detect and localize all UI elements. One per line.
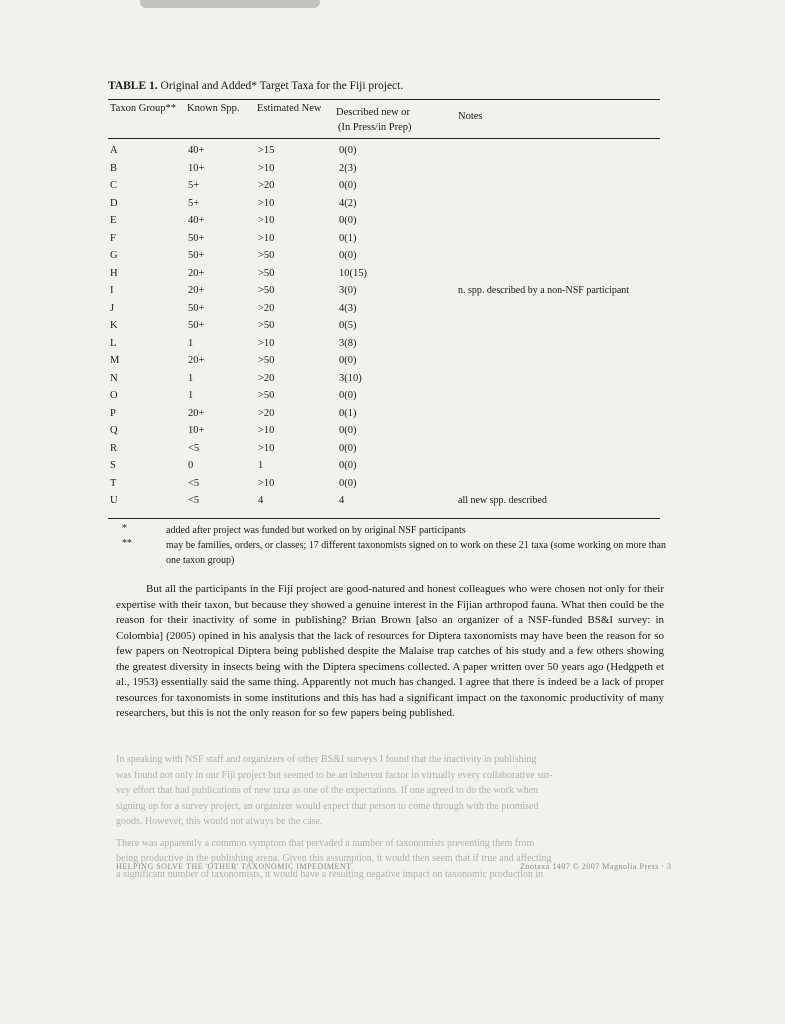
table-row [108,495,660,512]
table-row [108,145,660,162]
table-row [108,320,660,337]
table-top-rule [108,99,660,100]
estimated-new-cell: >10 [258,425,275,436]
estimated-new-cell: >15 [258,145,275,156]
footer-running-title: HELPING SOLVE THE 'OTHER' TAXONOMIC IMPEDIMENT [116,862,352,871]
known-spp-cell: 50+ [188,250,205,261]
taxon-group-cell: R [110,442,118,454]
estimated-new-cell: >50 [258,267,275,279]
taxon-group-cell: F [110,232,116,244]
described-cell: 0(0) [339,477,357,489]
header-taxon-group: Taxon Group** [110,103,177,114]
table-row [108,285,660,302]
table-label: TABLE 1. [108,80,158,92]
table-row [108,163,660,180]
known-spp-cell: <5 [188,477,200,489]
estimated-new-cell: >10 [258,232,275,244]
faded-line: vey effort that had publications of new taxa as one of the expectations. If one agreed to do the work when [116,785,539,796]
estimated-new-cell: >50 [258,355,275,366]
estimated-new-cell: >20 [258,180,275,191]
table-caption [108,80,403,92]
described-cell: 3(0) [339,285,357,296]
table-row [108,460,660,477]
described-cell: 10(15) [339,267,367,279]
taxon-group-cell: B [110,162,118,174]
taxon-group-cell: H [110,267,118,279]
described-cell: 0(0) [339,460,357,471]
faded-line: being productive in the publishing arena. Given this assumption, it would then seem that if true and affecting [116,853,552,864]
known-spp-cell: <5 [188,495,200,506]
described-cell: 0(0) [339,180,357,191]
described-cell: 4 [339,495,345,506]
described-cell: 0(0) [339,390,357,401]
described-cell: 0(0) [339,425,357,436]
table-row [108,478,660,495]
known-spp-cell: 1 [188,337,194,349]
taxon-group-cell: I [110,285,114,296]
table-title: Original and Added* Target Taxa for the Fiji project. [160,80,404,92]
faded-line: signing up for a survey project, an organizer would expect that person to come through with the promised [116,800,539,812]
table-row [108,443,660,460]
table-row [108,390,660,407]
known-spp-cell: 5+ [188,197,200,209]
known-spp-cell: 50+ [188,232,205,244]
taxon-group-cell: M [110,355,120,366]
known-spp-cell: 20+ [188,407,205,419]
footer-journal: Zootaxa 1407 © 2007 Magnolia Press · 3 [520,862,672,871]
faded-line: was found not only in our Fiji project but seemed to be an inherent factor in virtually every collaborative sur- [116,769,553,781]
taxon-group-cell: E [110,215,117,226]
described-cell: 0(5) [339,320,357,331]
table-row [108,215,660,232]
taxon-group-cell: G [110,250,118,261]
taxon-group-cell: C [110,180,118,191]
header-bottom-rule [108,138,660,139]
known-spp-cell: 5+ [188,180,200,191]
faded-line: goods. However, this would not always be the case. [116,816,323,827]
header-notes: Notes [458,111,483,122]
taxon-group-cell: K [110,320,118,331]
table-row [108,408,660,425]
tape-strip [140,0,320,8]
known-spp-cell: 0 [188,460,194,471]
notes-cell: all new spp. described [458,495,547,506]
described-cell: 0(1) [339,232,357,244]
taxon-group-cell: A [110,145,118,156]
described-cell: 0(0) [339,145,357,156]
described-cell: 0(0) [339,250,357,261]
taxon-group-cell: Q [110,425,118,436]
footnote-mark: ** [122,538,132,549]
known-spp-cell: 40+ [188,145,205,156]
taxon-group-cell: L [110,337,117,349]
estimated-new-cell: >10 [258,442,275,454]
estimated-new-cell: >10 [258,477,275,489]
known-spp-cell: 40+ [188,215,205,226]
estimated-new-cell: >10 [258,215,275,226]
described-cell: 2(3) [339,162,357,174]
taxon-group-cell: N [110,372,118,384]
known-spp-cell: <5 [188,442,200,454]
estimated-new-cell: >50 [258,320,275,331]
header-in-press: (In Press/in Prep) [338,122,412,133]
table-row [108,425,660,442]
table-row [108,303,660,320]
estimated-new-cell: >10 [258,162,275,174]
described-cell: 0(0) [339,442,357,454]
estimated-new-cell: >50 [258,250,275,261]
faded-line: a significant number of taxonomists, it would have a resulting negative impact on taxonomic production in [116,868,544,880]
faded-line: In speaking with NSF staff and organizers of other BS&I surveys I found that the inactivity in publishing [116,754,537,765]
footnote-text: added after project was funded but worked on by original NSF participants [166,525,466,536]
known-spp-cell: 50+ [188,320,205,331]
known-spp-cell: 20+ [188,267,205,279]
estimated-new-cell: >50 [258,285,275,296]
known-spp-cell: 1 [188,372,194,384]
known-spp-cell: 20+ [188,285,205,296]
taxon-group-cell: D [110,197,118,209]
estimated-new-cell: 4 [258,495,264,506]
footnote-mark: * [122,523,127,534]
header-estimated-new: Estimated New [257,103,322,114]
taxon-group-cell: P [110,407,116,419]
paragraph-text: But all the participants in the Fiji project are good-natured and honest colleagues who were chosen not only for their expertise with their taxon, but because they showed a genuine interest in the Fijian arthropod fauna. What then could be the reason for their inactivity of some in publishing? Brian Brown [also an organizer of a NSF-funded BS&I survey: in Colombia] (2005) opined in his analysis that the lack of resources for Diptera taxonomists may have been the reason for so few papers on Neotropical Diptera being published despite the Malaise trap catches of his study and a few others showing the greatest diversity in insects being with the Diptera specimens collected. A paper written over 50 years ago (Hedgpeth et al., 1953) essentially said the same thing. Apparently not much has changed. I agree that there is indeed be a lack of proper resources for taxonomists in some institutions and this has had a significant impact on the taxonomic productivity of many researchers, but this is not the only reason for so few papers being published. [116,583,664,719]
header-described-new: Described new or [336,107,411,118]
described-cell: 0(1) [339,407,357,419]
body-paragraph [116,582,664,722]
table-row [108,338,660,355]
described-cell: 3(10) [339,372,362,384]
estimated-new-cell: >50 [258,390,275,401]
estimated-new-cell: 1 [258,460,264,471]
known-spp-cell: 1 [188,390,194,401]
table-row [108,268,660,285]
taxon-group-cell: O [110,390,118,401]
taxon-group-cell: T [110,477,117,489]
faded-line: There was apparently a common symptom that pervaded a number of taxonomists preventing them from [116,837,535,849]
notes-cell: n. spp. described by a non-NSF participant [458,285,630,296]
described-cell: 4(3) [339,302,357,314]
known-spp-cell: 10+ [188,425,205,436]
header-known-spp: Known Spp. [187,103,240,114]
estimated-new-cell: >20 [258,372,275,384]
estimated-new-cell: >10 [258,197,275,209]
taxon-group-cell: S [110,460,116,471]
estimated-new-cell: >10 [258,337,275,349]
known-spp-cell: 20+ [188,355,205,366]
estimated-new-cell: >20 [258,302,275,314]
table-row [108,233,660,250]
table-row [108,373,660,390]
table-row [108,355,660,372]
footnote-text: may be families, orders, or classes; 17 different taxonomists signed on to work on these 21 taxa (some working on more than one taxon group) [166,540,666,566]
taxon-group-cell: J [110,302,115,314]
known-spp-cell: 50+ [188,302,205,314]
table-row [108,198,660,215]
estimated-new-cell: >20 [258,407,275,419]
described-cell: 0(0) [339,355,357,366]
taxon-group-cell: U [110,495,118,506]
described-cell: 0(0) [339,215,357,226]
table-row [108,250,660,267]
described-cell: 4(2) [339,197,357,209]
table-bottom-rule [108,518,660,519]
known-spp-cell: 10+ [188,162,205,174]
described-cell: 3(8) [339,337,357,349]
table-row [108,180,660,197]
